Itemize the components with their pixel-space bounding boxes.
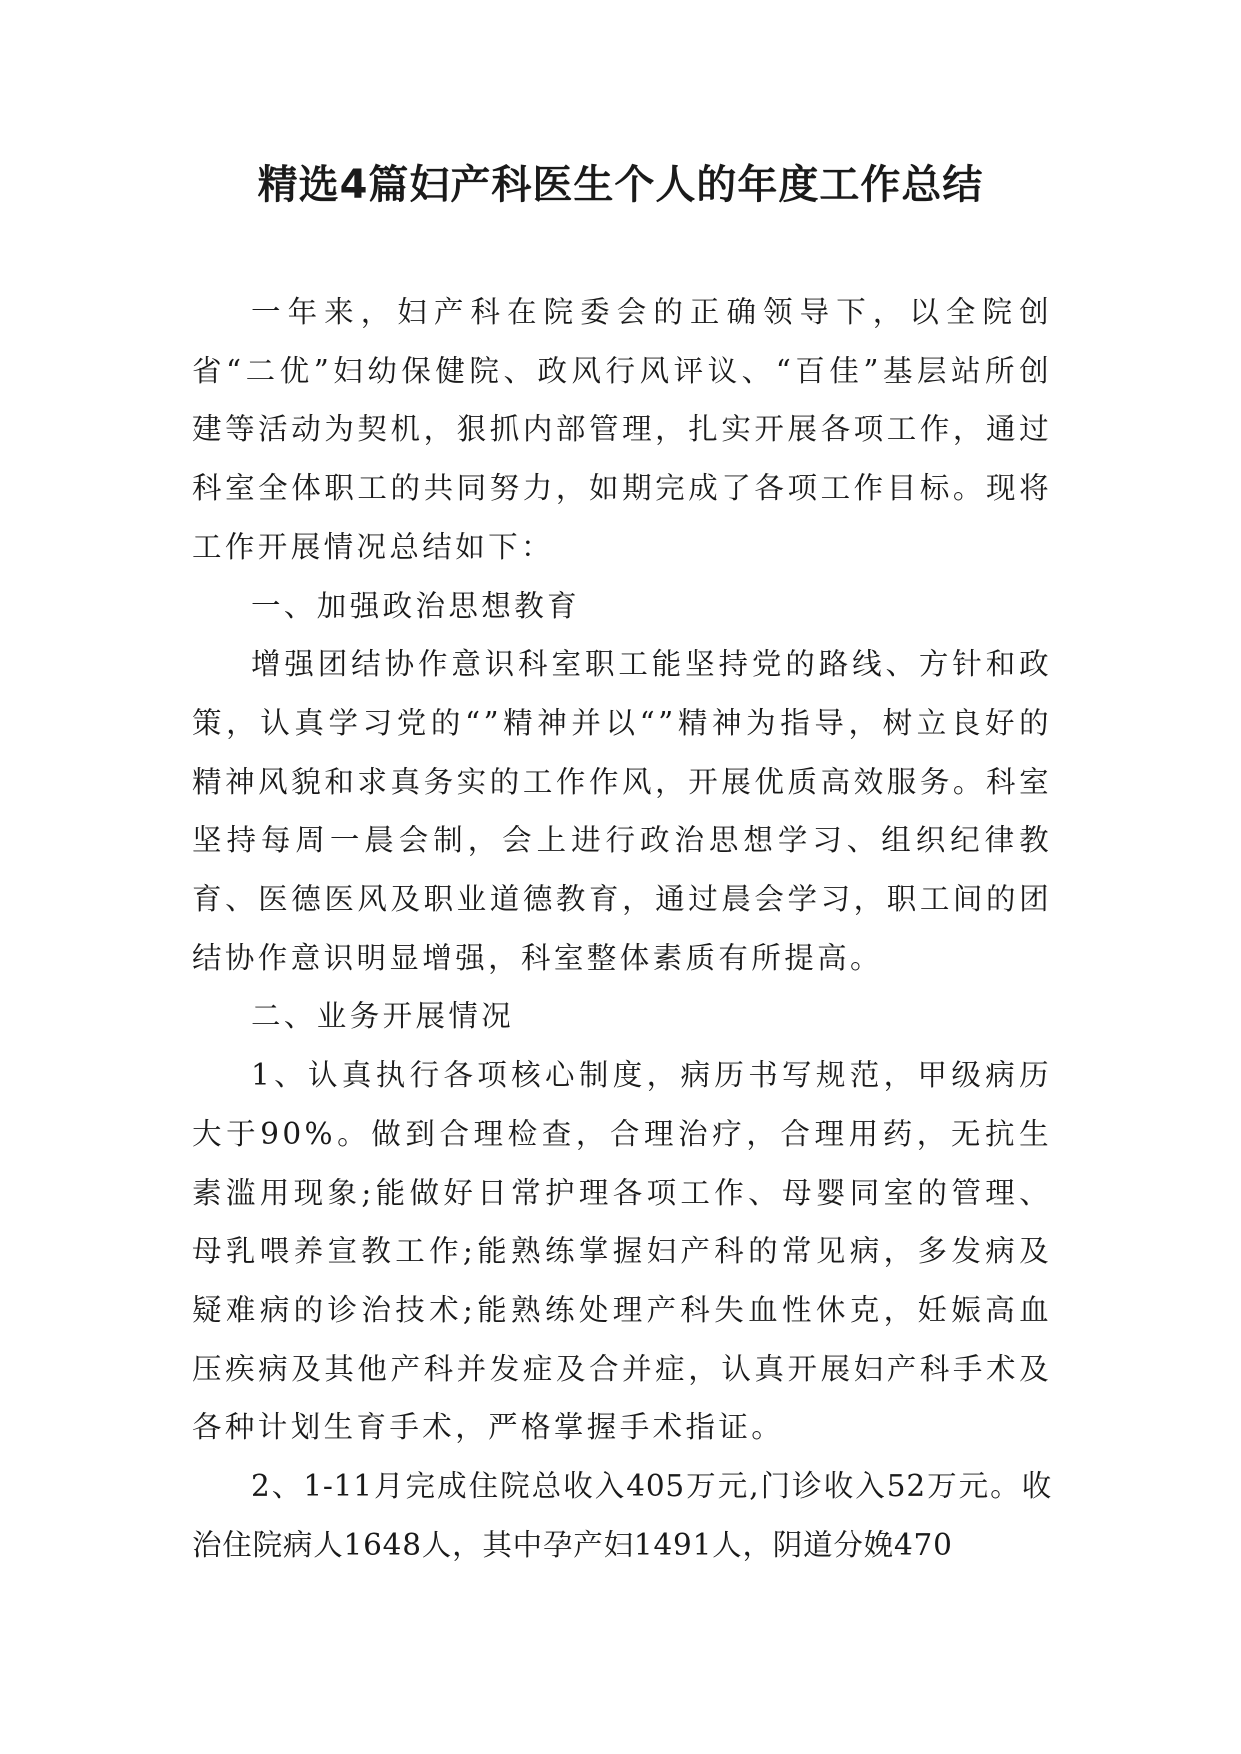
section-heading-2: 二、业务开展情况 <box>251 999 515 1034</box>
document-title: 精选4篇妇产科医生个人的年度工作总结 <box>257 162 984 208</box>
section-1-paragraph: 增强团结协作意识科室职工能坚持党的路线、方针和政策，认真学习党的“”精神并以“”精神为指导，树立良好的精神风貌和求真务实的工作作风，开展优质高效服务。科室坚持每周一晨会制，会上进行政治思想学习、组织纪律教育、医德医风及职业道德教育，通过晨会学习，职工间的团结协作意识明显增强，科室整体素质有所提高。 <box>192 647 1052 975</box>
section-heading-1: 一、加强政治思想教育 <box>251 588 581 623</box>
document-body <box>192 283 1052 1574</box>
item-1-paragraph: 1、认真执行各项核心制度，病历书写规范，甲级病历大于90%。做到合理检查，合理治疗，合理用药，无抗生素滥用现象;能做好日常护理各项工作、母婴同室的管理、母乳喂养宣教工作;能熟练掌握妇产科的常见病，多发病及疑难病的诊治技术;能熟练处理产科失血性休克，妊娠高血压疾病及其他产科并发症及合并症，认真开展妇产科手术及各种计划生育手术，严格掌握手术指证。 <box>192 1058 1052 1445</box>
intro-paragraph: 一年来，妇产科在院委会的正确领导下，以全院创省“二优”妇幼保健院、政风行风评议、“百佳”基层站所创建等活动为契机，狠抓内部管理，扎实开展各项工作，通过科室全体职工的共同努力，如期完成了各项工作目标。现将工作开展情况总结如下： <box>192 295 1052 564</box>
item-2-paragraph: 2、1-11月完成住院总收入405万元,门诊收入52万元。收治住院病人1648人，其中孕产妇1491人，阴道分娩470 <box>192 1469 1052 1562</box>
